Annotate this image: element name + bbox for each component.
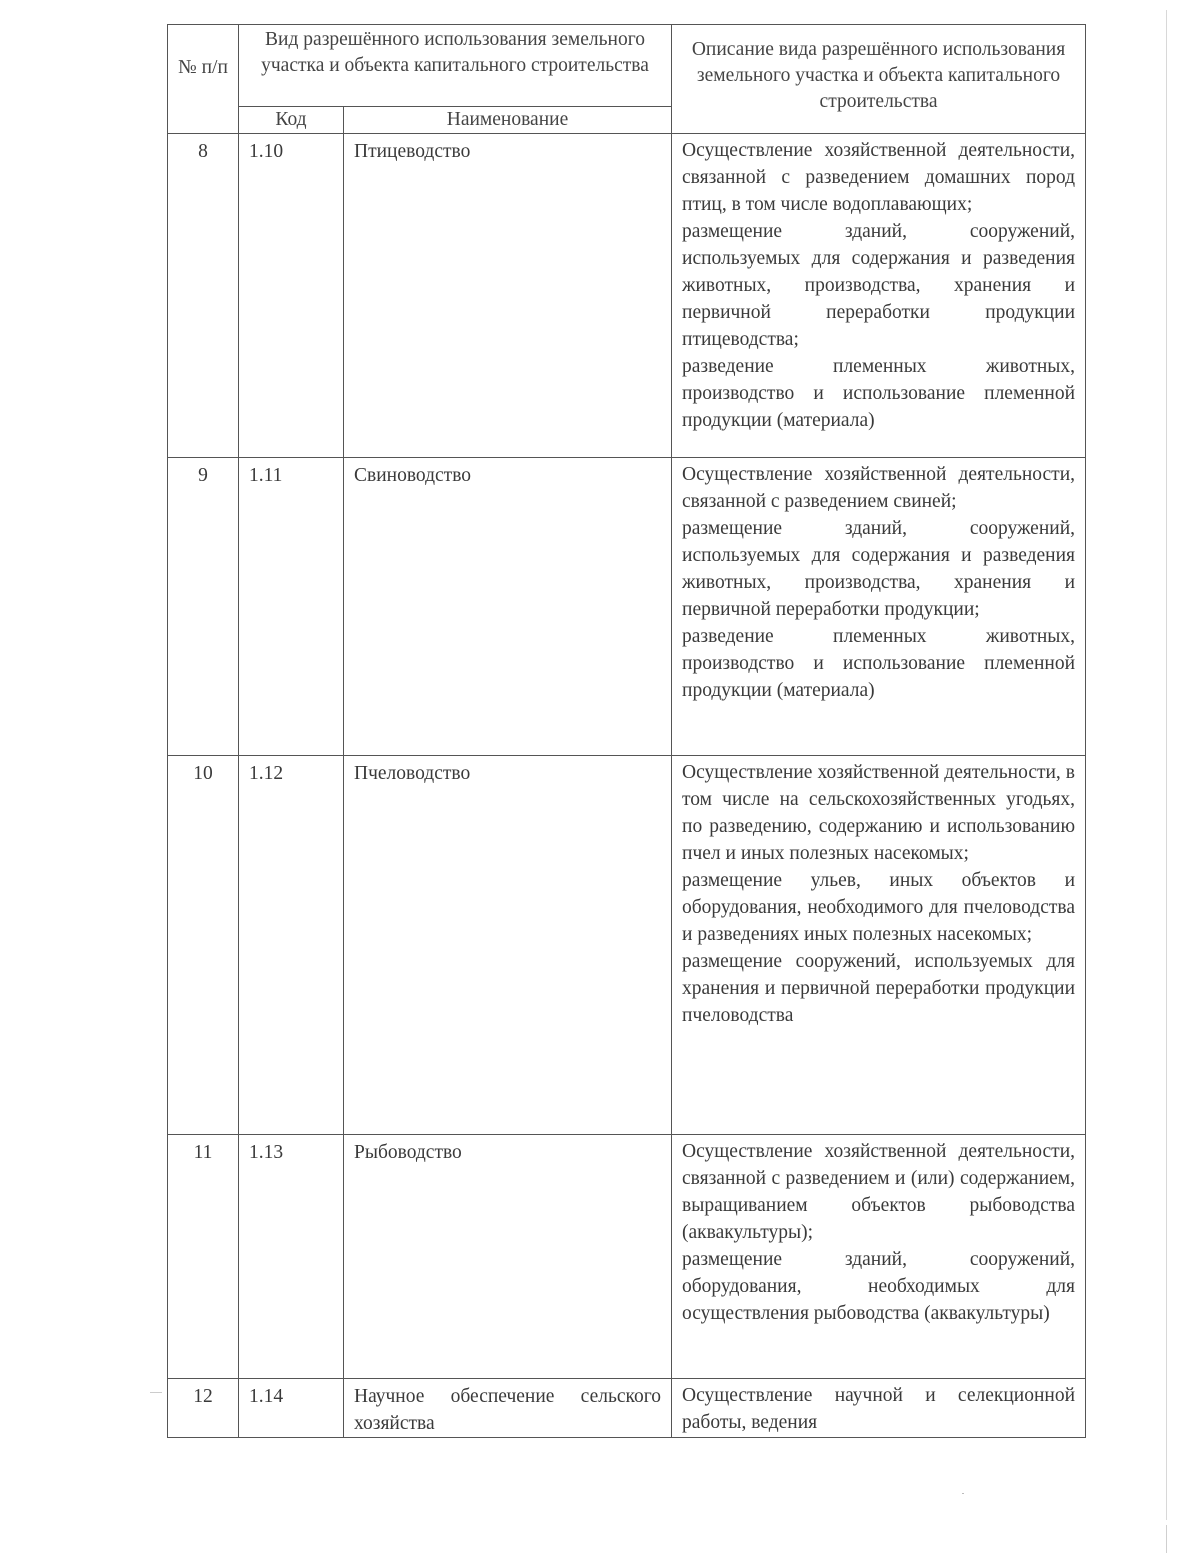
description-paragraph: размещение зданий, сооружений, используемых для содержания и разведения животных, производства, хранения и первичной переработки продукции; (682, 518, 1076, 620)
row-description (672, 756, 1086, 1135)
row-code: 1.11 (239, 458, 344, 756)
header-name: Наименование (344, 107, 672, 134)
row-name: Рыбоводство (344, 1135, 672, 1379)
row-number: 11 (168, 1135, 239, 1379)
table-row (168, 458, 1086, 756)
header-num: № п/п (168, 25, 239, 134)
row-number: 8 (168, 134, 239, 458)
description-paragraph: Осуществление хозяйственной деятельности, связанной с разведением домашних пород птиц, в том числе водоплавающих; (682, 140, 1076, 215)
scan-speck (150, 1392, 162, 1393)
row-name: Научное обеспечение сельского хозяйства (344, 1379, 672, 1438)
row-description (672, 1379, 1086, 1438)
description-paragraph: Осуществление хозяйственной деятельности, в том числе на сельскохозяйственных угодьях, по разведению, содержанию и использованию пчел и иных полезных насекомых; (682, 762, 1076, 864)
row-code: 1.13 (239, 1135, 344, 1379)
table-row (168, 134, 1086, 458)
row-number: 12 (168, 1379, 239, 1438)
land-use-table (167, 24, 1086, 1438)
header-description: Описание вида разрешённого использования земельного участка и объекта капитального строительства (672, 25, 1086, 134)
row-number: 10 (168, 756, 239, 1135)
header-use-type: Вид разрешённого использования земельного участка и объекта капитального строительства (239, 25, 672, 107)
description-paragraph: размещение сооружений, используемых для хранения и первичной переработки продукции пчеловодства (682, 951, 1076, 1026)
row-number: 9 (168, 458, 239, 756)
description-paragraph: Осуществление хозяйственной деятельности, связанной с разведением и (или) содержанием, выращиванием объектов рыбоводства (аквакультуры); (682, 1141, 1076, 1243)
row-code: 1.14 (239, 1379, 344, 1438)
row-code: 1.12 (239, 756, 344, 1135)
row-name: Пчеловодство (344, 756, 672, 1135)
row-name: Свиноводство (344, 458, 672, 756)
description-paragraph: Осуществление научной и селекционной работы, ведения (682, 1385, 1076, 1433)
description-paragraph: Осуществление хозяйственной деятельности, связанной с разведением свиней; (682, 464, 1076, 512)
description-paragraph: размещение ульев, иных объектов и оборудования, необходимого для пчеловодства и разведениях иных полезных насекомых; (682, 870, 1076, 945)
row-description (672, 134, 1086, 458)
scan-edge-line (1166, 10, 1167, 1520)
scan-speck (962, 1493, 964, 1494)
table-row (168, 1135, 1086, 1379)
description-paragraph: размещение зданий, сооружений, используемых для содержания и разведения животных, производства, хранения и первичной переработки продукции птицеводства; (682, 221, 1076, 350)
description-paragraph: разведение племенных животных, производство и использование племенной продукции (материала) (682, 356, 1076, 431)
row-description (672, 1135, 1086, 1379)
table-row (168, 756, 1086, 1135)
table-row (168, 1379, 1086, 1438)
description-paragraph: размещение зданий, сооружений, оборудования, необходимых для осуществления рыбоводства (аквакультуры) (682, 1249, 1076, 1324)
row-description (672, 458, 1086, 756)
row-name: Птицеводство (344, 134, 672, 458)
scan-edge-line (1166, 1525, 1167, 1553)
row-code: 1.10 (239, 134, 344, 458)
description-paragraph: разведение племенных животных, производство и использование племенной продукции (материала) (682, 626, 1076, 701)
header-code: Код (239, 107, 344, 134)
